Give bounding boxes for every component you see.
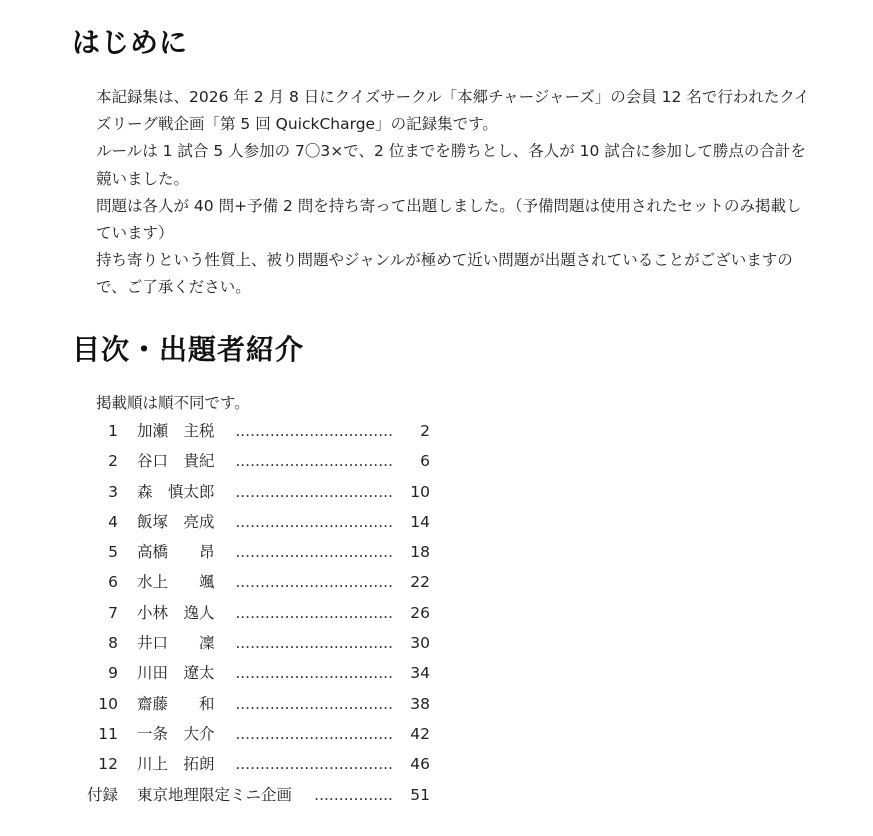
toc-entry [0, 662, 873, 692]
toc-entry-page: 42 [410, 724, 430, 743]
toc-entry-number: 2 [108, 452, 118, 471]
toc-entry [0, 723, 873, 753]
toc-entry-leader: ................................ [235, 543, 393, 562]
toc-entry [0, 632, 873, 662]
toc-entry-leader: ................................ [235, 482, 393, 501]
toc-entry-page: 14 [410, 512, 430, 531]
toc-entry-number: 1 [108, 422, 118, 440]
toc-entry-number: 3 [108, 482, 118, 501]
toc-entry-number: 8 [108, 634, 118, 653]
toc-entry-number: 4 [108, 512, 118, 531]
toc-entry-number: 11 [98, 724, 118, 743]
toc-entry-page: 51 [410, 785, 430, 804]
toc-entry-page: 6 [420, 452, 430, 471]
toc-entry-leader: ................................ [235, 603, 393, 622]
toc-entry-leader: ................................ [235, 512, 393, 531]
toc-entry-page: 26 [410, 603, 430, 622]
toc-entry-name: 齋藤 和 [137, 694, 215, 713]
toc-entry-name: 小林 逸人 [137, 603, 215, 622]
toc-entry-number: 5 [108, 543, 118, 562]
toc-entry-page: 38 [410, 694, 430, 713]
toc-list [0, 420, 873, 814]
toc-entry-leader: ................................ [235, 422, 393, 440]
toc-entry-name: 飯塚 亮成 [137, 512, 215, 531]
toc-entry [0, 420, 873, 450]
toc-entry-leader: ................................ [235, 452, 393, 471]
toc-entry-name: 一条 大介 [137, 724, 215, 743]
intro-paragraph: 本記録集は、2026 年 2 月 8 日にクイズサークル「本郷チャージャーズ」の会員 12 名で行われたクイズリーグ戦企画「第 5 回 QuickCharge」の記録集です。 [96, 88, 810, 134]
intro-body [96, 84, 816, 302]
intro-paragraph: ルールは 1 試合 5 人参加の 7〇3×で、2 位までを勝ちとし、各人が 10 試合に参加して勝点の合計を競いました。 [96, 142, 806, 188]
toc-entry-number: 9 [108, 664, 118, 683]
toc-entry-number: 12 [98, 755, 118, 774]
toc-entry [0, 602, 873, 632]
intro-heading: はじめに [72, 26, 189, 59]
toc-entry [0, 571, 873, 601]
toc-entry-name: 井口 凜 [137, 634, 215, 653]
toc-entry-number: 7 [108, 603, 118, 622]
toc-heading: 目次・出題者紹介 [72, 333, 305, 366]
toc-entry [0, 784, 873, 814]
toc-entry-name: 加瀬 主税 [137, 422, 215, 440]
toc-entry-leader: ................ [314, 785, 393, 804]
toc-entry-page: 46 [410, 755, 430, 774]
toc-entry-page: 30 [410, 634, 430, 653]
intro-paragraph: 持ち寄りという性質上、被り問題やジャンルが極めて近い問題が出題されていることがございますので、ご了承ください。 [96, 251, 793, 297]
toc-entry-leader: ................................ [235, 694, 393, 713]
toc-entry-page: 18 [410, 543, 430, 562]
toc-entry-page: 10 [410, 482, 430, 501]
toc-entry-name: 高橋 昂 [137, 543, 215, 562]
toc-entry-leader: ................................ [235, 724, 393, 743]
toc-entry [0, 481, 873, 511]
toc-entry-name: 谷口 貴紀 [137, 452, 215, 471]
toc-entry [0, 541, 873, 571]
toc-entry-leader: ................................ [235, 634, 393, 653]
toc-entry-number: 10 [98, 694, 118, 713]
toc-entry-name: 水上 颯 [137, 573, 215, 592]
toc-entry-name: 川上 拓朗 [137, 755, 215, 774]
toc-entry-number: 6 [108, 573, 118, 592]
toc-note: 掲載順は順不同です。 [96, 394, 250, 412]
toc-entry [0, 693, 873, 723]
toc-entry-name: 東京地理限定ミニ企画 [137, 785, 293, 804]
toc-entry-name: 川田 遼太 [137, 664, 215, 683]
toc-entry-name: 森 慎太郎 [137, 482, 215, 501]
toc-entry-leader: ................................ [235, 573, 393, 592]
toc-entry-page: 34 [410, 664, 430, 683]
toc-entry-page: 2 [420, 422, 430, 440]
toc-entry-leader: ................................ [235, 755, 393, 774]
toc-entry [0, 753, 873, 783]
intro-paragraph: 問題は各人が 40 問+予備 2 問を持ち寄って出題しました。（予備問題は使用されたセットのみ掲載しています） [96, 196, 802, 243]
toc-entry [0, 450, 873, 480]
toc-entry-leader: ................................ [235, 664, 393, 683]
toc-entry [0, 511, 873, 541]
toc-entry-page: 22 [410, 573, 430, 592]
toc-entry-number: 付録 [86, 785, 118, 804]
